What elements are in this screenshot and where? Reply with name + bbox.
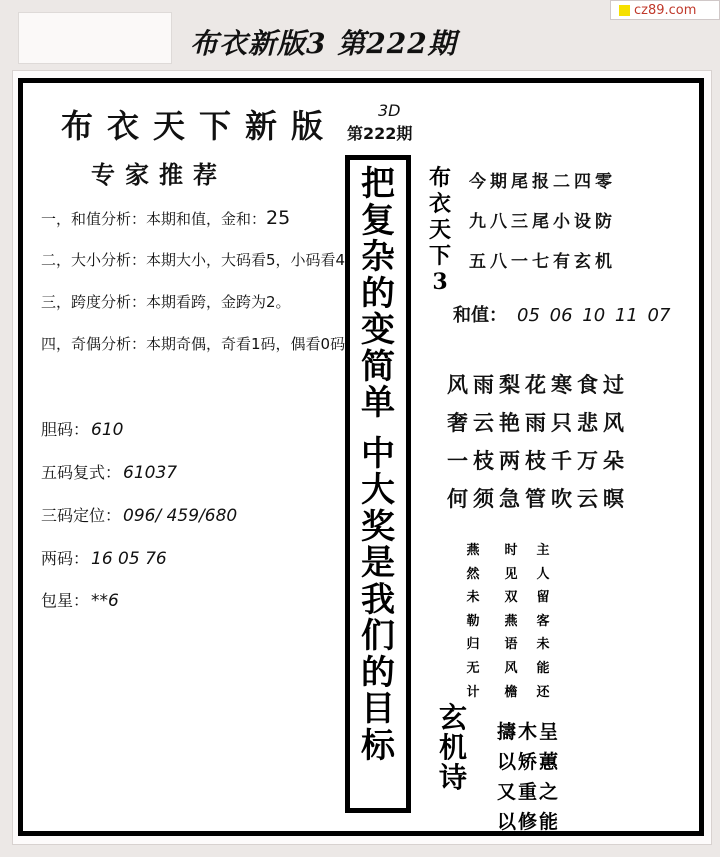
small-poem-char: 人 [536,566,550,582]
hint-line-1: 今期尾报二四零 [469,172,616,192]
small-poem-column-1 [463,539,483,704]
small-poem-char: 勒 [466,613,480,629]
small-poem-char: 时 [504,543,518,558]
small-poem-char: 还 [536,684,550,700]
slogan-char: 目 [361,689,395,729]
analysis-line-sum: 一，和值分析：本期和值，金和：25 [41,207,291,229]
xuanji-title-char: 机 [438,731,467,764]
slogan-char: 把 [361,164,395,204]
small-poem-char: 语 [504,637,518,653]
slogan-char: 们 [361,616,395,656]
slogan-char: 是 [361,543,395,583]
slogan-char: 中 [361,433,395,474]
small-poem-char: 檐 [504,684,518,700]
small-poem-char: 燕 [466,543,480,558]
analysis-line-parity: 四，奇偶分析：本期奇偶，奇看1码，偶看0码。 [41,335,361,353]
slogan-char: 杂 [361,237,395,277]
slogan-char: 奖 [361,506,395,547]
small-poem-char: 主 [536,543,550,558]
hint-line-3: 五八一七有玄机 [469,252,616,272]
side-brand-char: 布 [428,165,451,191]
slogan-char: 的 [361,273,395,314]
small-poem-char: 未 [466,590,480,606]
small-poem-char: 归 [466,637,480,653]
analysis-line-span: 三，跨度分析：本期看跨，金跨为2。 [41,293,291,311]
slogan-char: 标 [361,725,395,766]
poem-line-4: 何须急管吹云暝 [447,486,629,511]
site-watermark [610,0,720,20]
side-brand-char: 天 [428,217,451,243]
poem-line-2: 奢云艳雨只悲风 [447,410,629,435]
side-brand-char: 衣 [428,191,451,217]
poem-line-1: 风雨梨花寒食过 [447,372,629,397]
vertical-slogan-box [345,155,411,813]
slogan-char: 大 [361,470,395,510]
side-brand-char: 下 [428,243,451,269]
small-poem-char: 能 [536,660,550,676]
small-poem-column-3 [533,539,553,704]
small-poem-char: 然 [466,566,480,582]
small-poem-char: 燕 [504,613,518,629]
poem-line-3: 一枝两枝千万朵 [447,448,629,473]
hint-line-2: 九八三尾小设防 [469,212,616,232]
watermark-square-icon [619,5,630,16]
page-title: 布衣新版3 第222期 [190,27,457,60]
small-poem-char: 见 [504,566,518,582]
xuanji-line-1: 擣木呈 [497,721,561,743]
analysis-line-size: 二，大小分析：本期大小，大码看5，小码看4 [41,251,346,269]
side-brand-vertical [425,165,455,295]
poster [18,78,704,836]
xuanji-line-2: 以矫蕙 [497,751,561,773]
slogan-char: 的 [361,652,395,693]
xuanji-title-char: 玄 [438,701,467,734]
xuanji-title-char: 诗 [438,761,467,794]
xuanji-poem-title [435,703,471,793]
small-poem-char: 客 [536,613,550,629]
pick-dan: 胆码： 610 [41,420,124,440]
small-poem-char: 风 [504,660,518,676]
small-poem-char: 无 [466,660,480,676]
slogan-char: 单 [361,383,395,423]
side-brand-char: 3 [432,269,448,295]
small-poem-char: 双 [504,590,518,606]
small-poem-column-2 [501,539,521,704]
pick-bao-star: 包星： **6 [41,591,119,611]
slogan-char: 简 [361,346,395,387]
small-poem-char: 留 [536,590,550,606]
pick-five-combo: 五码复式： 61037 [41,463,178,483]
pick-three-position: 三码定位： 096/ 459/680 [41,506,238,526]
sum-values-line: 和值： 05 06 10 11 07 [453,305,671,326]
xuanji-line-3: 又重之 [497,781,561,803]
issue-number: 第222期 [347,124,413,143]
small-poem-char: 未 [536,637,550,653]
header-blank-card [18,12,172,64]
poster-main-title: 布衣天下新版 [61,107,338,145]
issue-3d-label: 3D [378,101,401,120]
pick-two-code: 两码： 16 05 76 [41,549,167,569]
small-poem-char: 计 [466,684,480,700]
sum-value: 25 [266,207,291,229]
watermark-text: cz89.com [634,2,697,18]
slogan-char: 我 [361,579,395,620]
slogan-char: 变 [361,310,395,350]
poster-sub-title: 专家推荐 [91,160,227,189]
xuanji-line-4: 以修能 [497,811,561,833]
slogan-char: 复 [361,200,395,241]
